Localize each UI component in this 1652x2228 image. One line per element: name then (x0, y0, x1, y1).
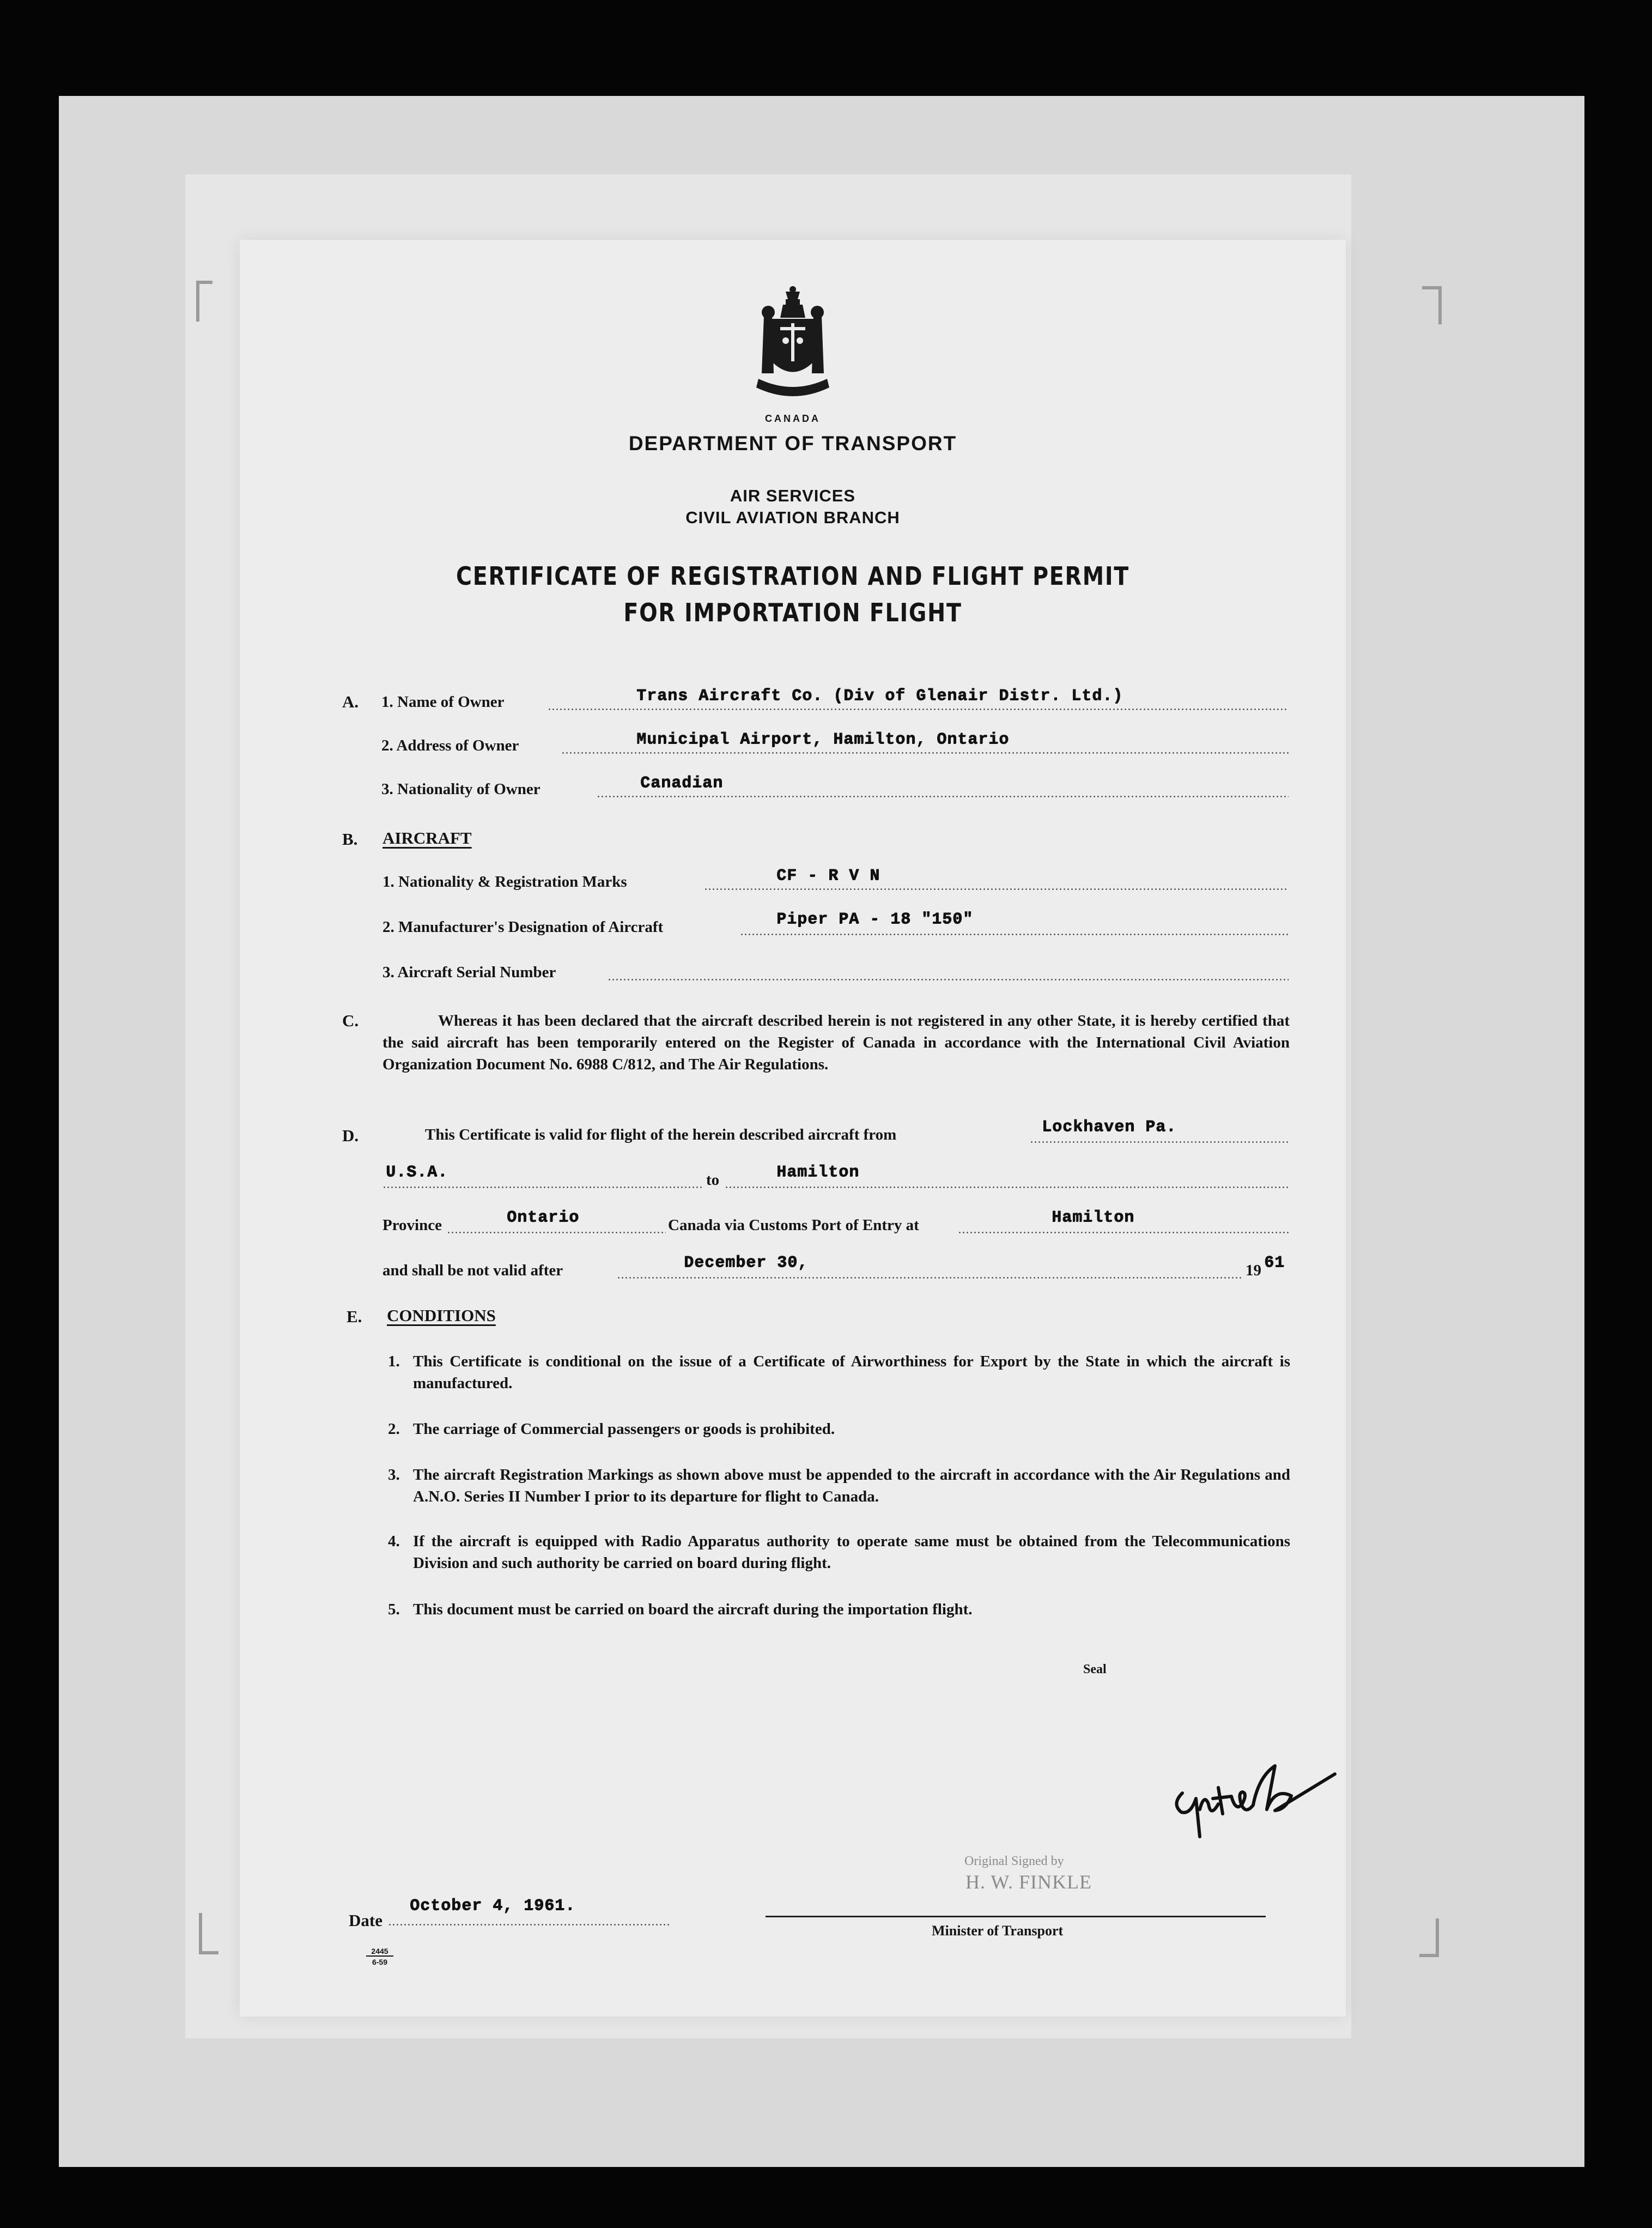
corner-mark-top-left (196, 281, 199, 322)
corner-mark-top-right (1438, 286, 1442, 324)
province-leader (447, 1232, 666, 1233)
owner-name-leader (548, 709, 1289, 710)
owner-address-label: 2. Address of Owner (381, 737, 519, 754)
customs-value: Hamilton (1052, 1208, 1135, 1227)
section-e-letter: E. (347, 1307, 362, 1326)
seal-label: Seal (1083, 1662, 1107, 1676)
condition-2-num: 2. (388, 1420, 400, 1438)
corner-mark-bottom-left (199, 1913, 202, 1954)
to-leader (725, 1186, 1289, 1188)
service-name: AIR SERVICES (730, 486, 856, 505)
owner-address-value: Municipal Airport, Hamilton, Ontario (636, 730, 1010, 749)
designation-value: Piper PA - 18 "150" (776, 910, 974, 929)
province-value: Ontario (507, 1208, 580, 1227)
owner-nationality-leader (597, 796, 1289, 797)
owner-nationality-value: Canadian (640, 774, 724, 792)
year-prefix: 19 (1246, 1262, 1261, 1279)
to-value: Hamilton (776, 1163, 860, 1182)
condition-1-text: This Certificate is conditional on the issue of a Certificate of Airworthiness for Export by the State in which the aircraft is manufactured. (413, 1353, 1290, 1392)
reg-marks-value: CF - R V N (776, 867, 880, 885)
branch-name: CIVIL AVIATION BRANCH (685, 508, 900, 527)
date-leader (388, 1924, 671, 1926)
section-c-text: Whereas it has been declared that the aircraft described herein is not registered in any other State, it is hereby certified that the said aircraft has been temporarily entered on the Register of Canada in accordance with the International Civil Aviation Organization Document No. 6988 C/812, and The Air Regulations. (382, 1012, 1290, 1073)
section-b-letter: B. (342, 830, 358, 849)
certificate-title-line1: CERTIFICATE OF REGISTRATION AND FLIGHT PERMIT (456, 561, 1129, 591)
aircraft-heading: AIRCRAFT (382, 828, 472, 847)
designation-label: 2. Manufacturer's Designation of Aircraft (382, 918, 664, 936)
serial-number-label: 3. Aircraft Serial Number (382, 964, 556, 981)
form-date: 6-59 (372, 1958, 388, 1966)
section-a-letter: A. (342, 692, 359, 711)
certificate-document (240, 240, 1346, 2017)
valid-text: This Certificate is valid for flight of the herein described aircraft from (425, 1126, 897, 1143)
expiry-label: and shall be not valid after (382, 1262, 563, 1279)
department-name: DEPARTMENT OF TRANSPORT (628, 432, 957, 455)
corner-mark-bottom-left-h (199, 1951, 218, 1954)
signed-stamp-line2: H. W. FINKLE (965, 1871, 1092, 1893)
owner-name-label: 1. Name of Owner (381, 693, 505, 711)
signed-stamp-line1: Original Signed by (964, 1854, 1064, 1868)
customs-label: Canada via Customs Port of Entry at (668, 1216, 919, 1234)
section-d-letter: D. (342, 1126, 359, 1145)
expiry-leader (617, 1277, 1243, 1279)
designation-leader (740, 934, 1289, 935)
corner-mark-bottom-right (1436, 1918, 1439, 1957)
condition-4-text: If the aircraft is equipped with Radio Apparatus authority to operate same must be obtained from the Telecommunications Division and such authority be carried on board during flight. (413, 1533, 1290, 1572)
expiry-value: December 30, (684, 1254, 809, 1272)
to-label: to (706, 1171, 720, 1189)
owner-nationality-label: 3. Nationality of Owner (381, 780, 540, 798)
customs-leader (958, 1232, 1289, 1233)
crest-label: CANADA (765, 413, 821, 424)
minister-signature (1166, 1722, 1340, 1864)
owner-address-leader (561, 752, 1289, 754)
condition-5-num: 5. (388, 1601, 400, 1618)
condition-1-num: 1. (388, 1353, 400, 1370)
condition-3-text: The aircraft Registration Markings as shown above must be appended to the aircraft in accordance with the Air Regulations and A.N.O. Series II Number I prior to its departure for flight to Canada. (413, 1466, 1290, 1505)
condition-5-text: This document must be carried on board the aircraft during the importation flight. (413, 1601, 973, 1618)
from-country-leader (382, 1186, 704, 1188)
corner-mark-bottom-right-h (1419, 1954, 1439, 1957)
from-country-value: U.S.A. (386, 1163, 448, 1182)
condition-2-text: The carriage of Commercial passengers or goods is prohibited. (413, 1420, 835, 1438)
date-label: Date (349, 1911, 382, 1930)
condition-3-num: 3. (388, 1466, 400, 1484)
from-leader (1030, 1141, 1289, 1143)
reg-marks-leader (704, 888, 1289, 890)
certificate-title-line2: FOR IMPORTATION FLIGHT (623, 598, 962, 627)
year-value: 61 (1264, 1254, 1285, 1272)
minister-label: Minister of Transport (932, 1923, 1064, 1939)
serial-number-leader (608, 979, 1289, 980)
from-value: Lockhaven Pa. (1042, 1118, 1177, 1136)
condition-4-num: 4. (388, 1533, 400, 1550)
coat-of-arms-icon (748, 286, 838, 411)
corner-mark-top-left-h (196, 281, 212, 284)
date-value: October 4, 1961. (410, 1897, 576, 1915)
section-c-letter: C. (342, 1011, 359, 1030)
reg-marks-label: 1. Nationality & Registration Marks (382, 873, 627, 891)
signature-line (766, 1916, 1266, 1917)
corner-mark-top-right-h (1422, 286, 1442, 289)
province-label: Province (382, 1216, 442, 1234)
form-number: 2445 (366, 1947, 393, 1957)
owner-name-value: Trans Aircraft Co. (Div of Glenair Distr. Ltd.) (636, 687, 1123, 705)
conditions-heading: CONDITIONS (387, 1306, 496, 1325)
